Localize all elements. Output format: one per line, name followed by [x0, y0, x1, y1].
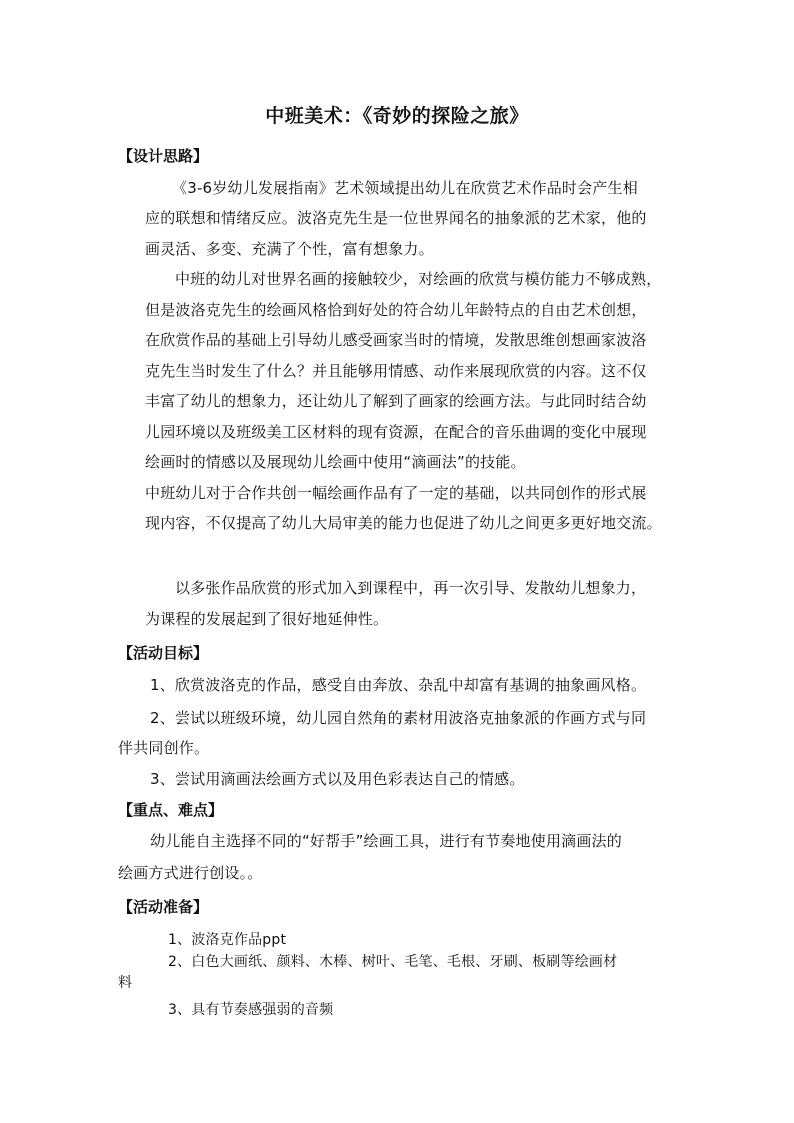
- preparation-line: 料: [118, 975, 133, 991]
- design-line: 现内容，不仅提高了幼儿大局审美的能力也促进了幼儿之间更多更好地交流。: [145, 514, 662, 532]
- goal-line: 2、尝试以班级环境，幼儿园自然角的素材用波洛克抽象派的作画方式与同: [150, 709, 647, 727]
- design-line: 丰富了幼儿的想象力，还让幼儿了解到了画家的绘画方法。与此同时结合幼: [145, 392, 647, 410]
- preparation-line: 1、波洛克作品ppt: [168, 932, 287, 948]
- design-line: 克先生当时发生了什么？并且能够用情感、动作来展现欣赏的内容。这不仅: [145, 362, 647, 380]
- goal-line: 1、欣赏波洛克的作品，感受自由奔放、杂乱中却富有基调的抽象画风格。: [150, 676, 647, 694]
- key-point-line: 绘画方式进行创设。。: [118, 864, 263, 882]
- section-heading-key-points: 【重点、难点】: [118, 801, 224, 819]
- design-line: 为课程的发展起到了很好地延伸性。: [145, 610, 389, 628]
- key-point-line: 幼儿能自主选择不同的“好帮手”绘画工具，进行有节奏地使用滴画法的: [150, 832, 622, 850]
- section-heading-design: 【设计思路】: [118, 147, 209, 165]
- design-line: 中班的幼儿对世界名画的接触较少，对绘画的欣赏与模仿能力不够成熟，: [175, 270, 662, 288]
- design-line: 《3-6岁幼儿发展指南》艺术领域提出幼儿在欣赏艺术作品时会产生相: [172, 179, 638, 197]
- design-line: 中班幼儿对于合作共创一幅绘画作品有了一定的基础，以共同创作的形式展: [145, 484, 647, 502]
- preparation-line: 2、白色大画纸、颜料、木棒、树叶、毛笔、毛根、牙刷、板刷等绘画材: [168, 954, 618, 970]
- design-line: 画灵活、多变、充满了个性，富有想象力。: [145, 240, 434, 258]
- goal-line: 伴共同创作。: [118, 739, 210, 757]
- design-line: 但是波洛克先生的绘画风格恰到好处的符合幼儿年龄特点的自由艺术创想，: [145, 301, 647, 319]
- preparation-line: 3、具有节奏感强弱的音频: [168, 1002, 334, 1018]
- goal-line: 3、尝试用滴画法绘画方式以及用色彩表达自己的情感。: [150, 770, 525, 788]
- section-heading-preparation: 【活动准备】: [118, 898, 209, 916]
- page-title: 中班美术：《奇妙的探险之旅》: [265, 105, 529, 127]
- section-heading-goals: 【活动目标】: [118, 644, 209, 662]
- design-line: 应的联想和情绪反应。波洛克先生是一位世界闻名的抽象派的艺术家，他的: [145, 209, 647, 227]
- design-line: 绘画时的情感以及展现幼儿绘画中使用“滴画法”的技能。: [145, 453, 526, 471]
- design-line: 儿园环境以及班级美工区材料的现有资源，在配合的音乐曲调的变化中展现: [145, 423, 647, 441]
- design-line: 以多张作品欣赏的形式加入到课程中，再一次引导、发散幼儿想象力，: [175, 579, 647, 597]
- design-line: 在欣赏作品的基础上引导幼儿感受画家当时的情境，发散思维创想画家波洛: [145, 331, 647, 349]
